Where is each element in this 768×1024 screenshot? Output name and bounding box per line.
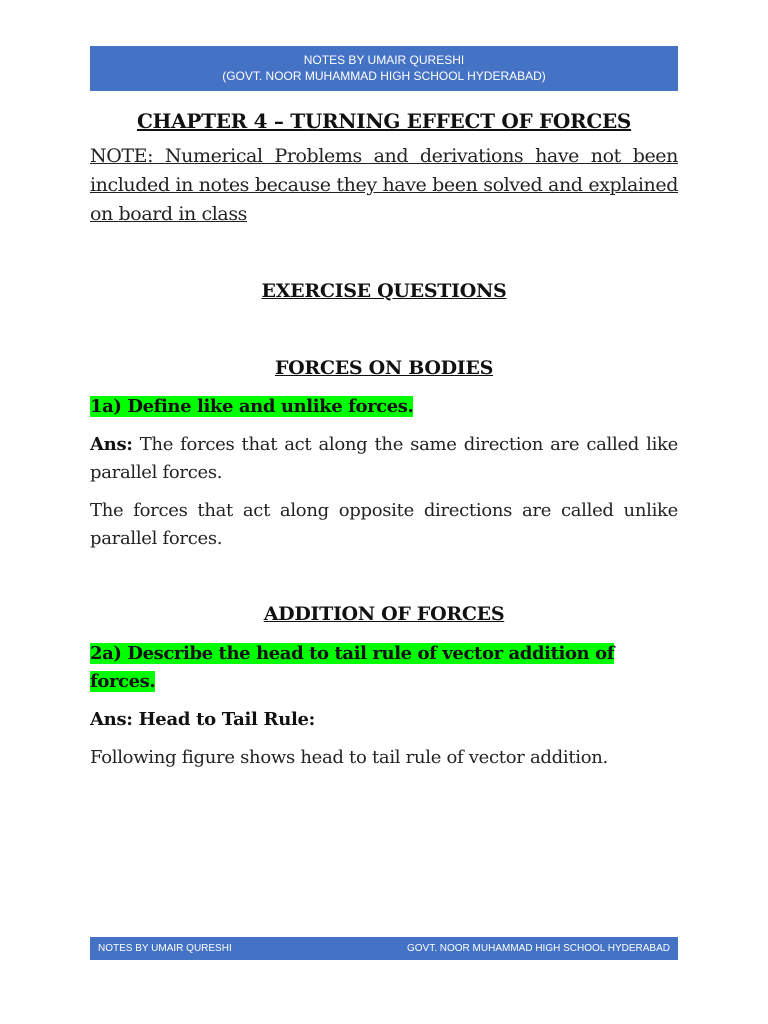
addition-heading: ADDITION OF FORCES [263,603,505,625]
chapter-title: CHAPTER 4 – TURNING EFFECT OF FORCES [136,109,632,133]
answer-1a [90,431,678,487]
page-header [90,46,678,91]
header-author: NOTES BY UMAIR QURESHI [303,53,465,67]
question-2a-text: 2a) Describe the head to tail rule of vector addition of forces. [90,643,615,692]
document-body [90,106,678,772]
note-paragraph: NOTE: Numerical Problems and derivations have not been included in notes because they have been solved and explained on board in class [90,145,678,225]
question-2a [90,640,678,696]
answer-1a-text: The forces that act along the same direction are called like parallel forces. [90,434,678,483]
header-school: (GOVT. NOOR MUHAMMAD HIGH SCHOOL HYDERABAD) [222,69,546,83]
page-footer [90,937,678,960]
footer-author: NOTES BY UMAIR QURESHI [98,943,232,954]
answer-2a-heading: Ans: Head to Tail Rule: [90,709,316,730]
answer-2a-text: Following figure shows head to tail rule of vector addition. [90,747,608,768]
question-1a-text: 1a) Define like and unlike forces. [90,396,414,417]
exercise-heading: EXERCISE QUESTIONS [261,280,507,302]
answer-label: Ans: [90,434,133,455]
question-1a [90,393,678,421]
answer-1a-para2: The forces that act along opposite directions are called unlike parallel forces. [90,500,678,549]
footer-school: GOVT. NOOR MUHAMMAD HIGH SCHOOL HYDERABAD [407,943,670,954]
forces-heading: FORCES ON BODIES [274,357,494,379]
